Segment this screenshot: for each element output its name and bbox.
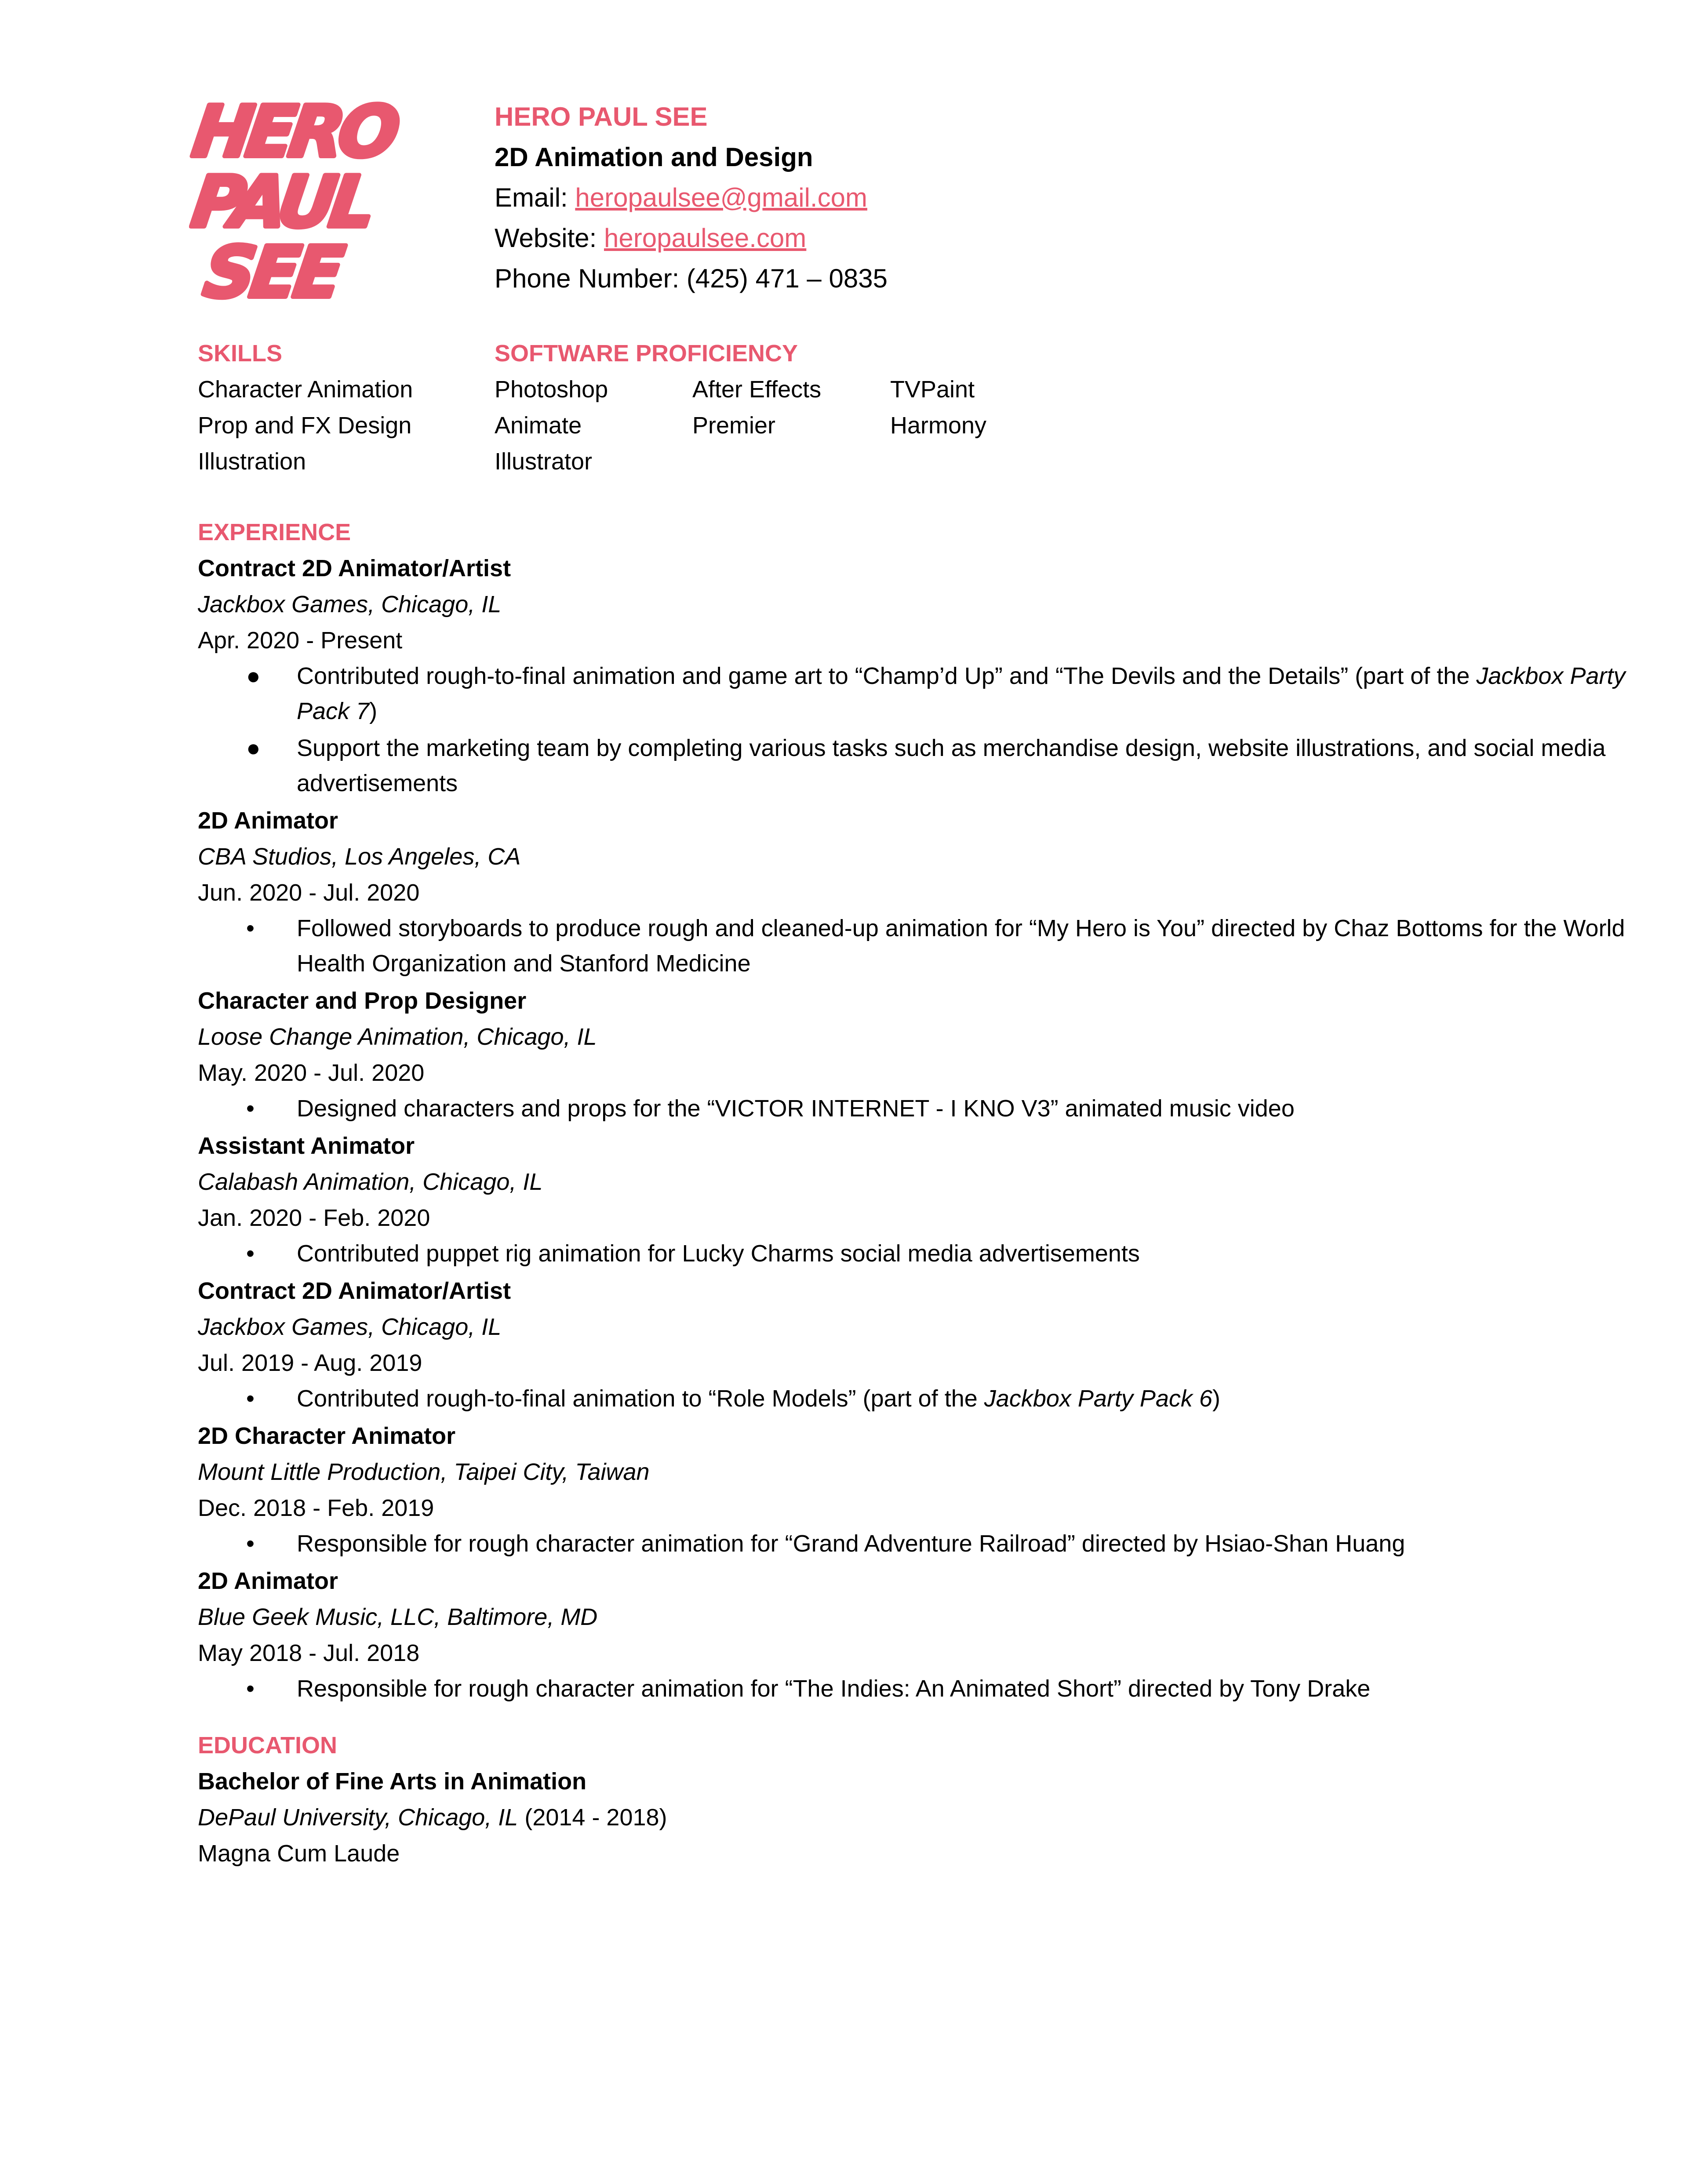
job-bullet	[198, 658, 1681, 729]
education-title: EDUCATION	[198, 1732, 337, 1759]
job-entry	[198, 983, 1517, 1126]
logo	[189, 94, 409, 310]
job-dates: May 2018 - Jul. 2018	[198, 1640, 420, 1666]
job-company: CBA Studios, Los Angeles, CA	[198, 843, 521, 870]
header-tagline: 2D Animation and Design	[495, 142, 813, 172]
software-item: Illustrator	[495, 448, 593, 475]
experience-section	[198, 514, 1626, 1708]
bullet-text: Responsible for rough character animation for “The Indies: An Animated Short” directed by Tony Drake	[297, 1675, 1371, 1702]
contact-website	[495, 218, 888, 258]
job-bullets	[198, 1236, 1517, 1271]
skill-item: Illustration	[198, 448, 306, 475]
bullet-text: Responsible for rough character animation for “Grand Adventure Railroad” directed by Hsiao-Shan Huang	[297, 1530, 1405, 1557]
job-bullets	[198, 1381, 1517, 1416]
logo-graphic	[189, 94, 409, 310]
logo-word-paul: PAUL	[189, 161, 376, 243]
software-item: After Effects	[692, 376, 822, 403]
job-bullet	[198, 911, 1681, 981]
bullet-text: Contributed puppet rig animation for Lucky Charms social media advertisements	[297, 1240, 1140, 1267]
skill-item: Character Animation	[198, 376, 413, 403]
contact-phone: Phone Number: (425) 471 – 0835	[495, 264, 888, 293]
job-dates: Apr. 2020 - Present	[198, 627, 403, 654]
bullet-text-end: )	[369, 698, 378, 724]
job-dates: Jul. 2019 - Aug. 2019	[198, 1350, 422, 1376]
logo-word-hero: HERO	[189, 94, 400, 173]
bullet-glyph: ●	[246, 663, 261, 689]
job-entry	[198, 550, 1626, 801]
software-item: Harmony	[890, 412, 987, 439]
software-item: Premier	[692, 412, 776, 439]
job-bullet	[198, 1236, 1681, 1271]
job-bullet	[198, 730, 1681, 801]
bullet-glyph: •	[246, 1095, 255, 1122]
skill-item: Prop and FX Design	[198, 412, 412, 439]
bullet-text: Contributed rough-to-final animation to “Role Models” (part of the	[297, 1385, 984, 1412]
bullet-italic: Jackbox Party Pack 7	[297, 663, 1626, 724]
email-label: Email:	[495, 183, 575, 212]
degree: Bachelor of Fine Arts in Animation	[198, 1768, 587, 1795]
software-item: Photoshop	[495, 376, 608, 403]
bullet-text-end: )	[1212, 1385, 1221, 1412]
bullet-glyph: •	[246, 1530, 255, 1557]
email-link[interactable]: heropaulsee@gmail.com	[575, 183, 867, 212]
school-name: DePaul University, Chicago, IL	[198, 1804, 518, 1831]
job-company: Mount Little Production, Taipei City, Taiwan	[198, 1459, 650, 1485]
job-bullet	[198, 1671, 1681, 1706]
school-line	[198, 1799, 667, 1835]
bullet-glyph: •	[246, 915, 255, 941]
job-dates: May. 2020 - Jul. 2020	[198, 1060, 425, 1086]
job-title: Assistant Animator	[198, 1133, 415, 1159]
honors: Magna Cum Laude	[198, 1840, 400, 1867]
software-section	[495, 335, 1088, 480]
job-title: 2D Character Animator	[198, 1423, 456, 1449]
job-dates: Jun. 2020 - Jul. 2020	[198, 879, 420, 906]
website-link[interactable]: heropaulsee.com	[604, 223, 807, 253]
bullet-text: Designed characters and props for the “VICTOR INTERNET - I KNO V3” animated music video	[297, 1095, 1295, 1122]
job-company: Blue Geek Music, LLC, Baltimore, MD	[198, 1604, 598, 1630]
job-company: Loose Change Animation, Chicago, IL	[198, 1024, 597, 1050]
job-title: Character and Prop Designer	[198, 988, 527, 1014]
school-years: (2014 - 2018)	[518, 1804, 667, 1831]
job-bullet	[198, 1091, 1681, 1126]
bullet-text: Contributed rough-to-final animation and game art to “Champ’d Up” and “The Devils and the Details” (part of the	[297, 663, 1477, 689]
job-title: 2D Animator	[198, 1568, 338, 1594]
job-entry	[198, 1273, 1517, 1416]
job-bullet	[198, 1381, 1681, 1416]
job-title: Contract 2D Animator/Artist	[198, 1278, 511, 1304]
job-entry	[198, 803, 1625, 981]
logo-word-see: SEE	[199, 231, 345, 310]
job-title: 2D Animator	[198, 807, 338, 834]
job-bullets	[198, 658, 1626, 801]
job-title: Contract 2D Animator/Artist	[198, 555, 511, 581]
job-company: Jackbox Games, Chicago, IL	[198, 1314, 502, 1340]
software-title: SOFTWARE PROFICIENCY	[495, 340, 798, 367]
bullet-glyph: •	[246, 1240, 255, 1267]
bullet-glyph: •	[246, 1675, 255, 1702]
job-dates: Dec. 2018 - Feb. 2019	[198, 1495, 434, 1521]
job-bullets	[198, 1671, 1517, 1706]
bullet-glyph: •	[246, 1385, 255, 1412]
bullet-italic: Jackbox Party Pack 6	[984, 1385, 1213, 1412]
software-item: Animate	[495, 412, 582, 439]
job-entry	[198, 1418, 1517, 1561]
skills-title: SKILLS	[198, 340, 283, 367]
job-dates: Jan. 2020 - Feb. 2020	[198, 1205, 430, 1231]
header-name: HERO PAUL SEE	[495, 102, 708, 131]
experience-title: EXPERIENCE	[198, 519, 351, 545]
job-company: Calabash Animation, Chicago, IL	[198, 1169, 543, 1195]
job-company: Jackbox Games, Chicago, IL	[198, 591, 502, 618]
job-bullets	[198, 911, 1625, 981]
education-section	[198, 1727, 667, 1871]
job-bullets	[198, 1091, 1517, 1126]
job-entry	[198, 1128, 1517, 1271]
header	[495, 97, 888, 299]
contact-email	[495, 178, 888, 218]
bullet-text: Support the marketing team by completing various tasks such as merchandise design, website illustrations, and social media advertisements	[297, 735, 1606, 796]
skills-section	[198, 335, 413, 480]
software-grid	[495, 371, 1088, 480]
website-label: Website:	[495, 223, 604, 253]
job-entry	[198, 1563, 1517, 1706]
job-bullet	[198, 1526, 1681, 1561]
software-item: TVPaint	[890, 376, 975, 403]
bullet-glyph: ●	[246, 735, 261, 761]
job-bullets	[198, 1526, 1517, 1561]
bullet-text: Followed storyboards to produce rough and cleaned-up animation for “My Hero is You” directed by Chaz Bottoms for the World Health Organization and Stanford Medicine	[297, 915, 1625, 977]
